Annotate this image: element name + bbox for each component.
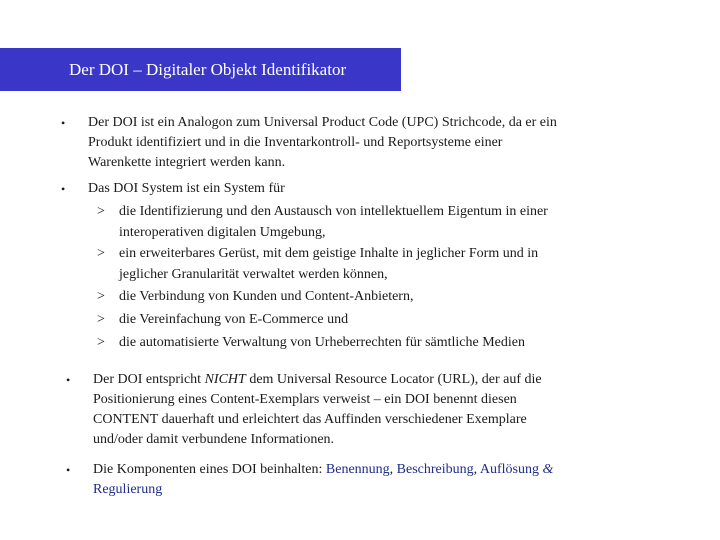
- text-line: und/oder damit verbundene Informationen.: [93, 432, 335, 447]
- bullet-text: [88, 113, 557, 173]
- sub-text: die automatisierte Verwaltung von Urheberrechten für sämtliche Medien: [119, 335, 525, 350]
- bullet-marker: •: [66, 463, 71, 477]
- bullet-text: Das DOI System ist ein System für: [88, 181, 285, 196]
- text-line: ein erweiterbares Gerüst, mit dem geistige Inhalte in jeglicher Form und in: [119, 246, 539, 261]
- text-line: Der DOI ist ein Analogon zum Universal Product Code (UPC) Strichcode, da er ein: [88, 115, 557, 130]
- text-line: [93, 460, 553, 480]
- sub-marker: >: [97, 312, 105, 327]
- text-line: Positionierung eines Content-Exemplars verweist – ein DOI benennt diesen: [93, 392, 517, 407]
- ampersand: &: [539, 462, 554, 477]
- text-segment: dem Universal Resource Locator (URL), der auf die: [245, 372, 542, 387]
- text-line: Produkt identifiziert und in die Inventarkontroll- und Reportsysteme einer: [88, 135, 503, 150]
- separator: ,: [473, 462, 480, 477]
- bullet-text: [93, 460, 553, 500]
- text-line: interoperativen digitalen Umgebung,: [119, 225, 326, 240]
- sub-text: [119, 201, 548, 243]
- component-regulierung: Regulierung: [93, 482, 163, 497]
- component-aufloesung: Auflösung: [479, 462, 539, 477]
- sub-marker: >: [97, 335, 105, 350]
- slide-title: Der DOI – Digitaler Objekt Identifikator: [69, 59, 347, 79]
- sub-marker: >: [97, 246, 105, 261]
- text-line: CONTENT dauerhaft und erleichtert das Auffinden verschiedener Exemplare: [93, 412, 527, 427]
- sub-marker: >: [97, 204, 105, 219]
- bullet-marker: •: [61, 182, 66, 196]
- text-line: die Identifizierung und den Austausch von intellektuellem Eigentum in einer: [119, 204, 548, 219]
- sub-text: die Vereinfachung von E-Commerce und: [119, 312, 349, 327]
- text-line: [93, 370, 542, 390]
- separator: ,: [389, 462, 397, 477]
- bullet-marker: •: [66, 373, 71, 387]
- emphasis-not: NICHT: [204, 372, 246, 387]
- component-beschreibung: Beschreibung: [396, 462, 474, 477]
- bullet-marker: •: [61, 116, 66, 130]
- bullet-text: [93, 370, 542, 450]
- sub-text: die Verbindung von Kunden und Content-Anbietern,: [119, 289, 414, 304]
- title-bar: [0, 48, 401, 91]
- sub-text: [119, 243, 538, 285]
- text-segment: Der DOI entspricht: [93, 372, 205, 387]
- component-benennung: Benennung: [325, 462, 390, 477]
- text-line: [93, 480, 553, 500]
- text-segment: Die Komponenten eines DOI beinhalten:: [93, 462, 326, 477]
- text-line: Warenkette integriert werden kann.: [88, 155, 286, 170]
- text-line: jeglicher Granularität verwaltet werden können,: [119, 267, 388, 282]
- sub-marker: >: [97, 289, 105, 304]
